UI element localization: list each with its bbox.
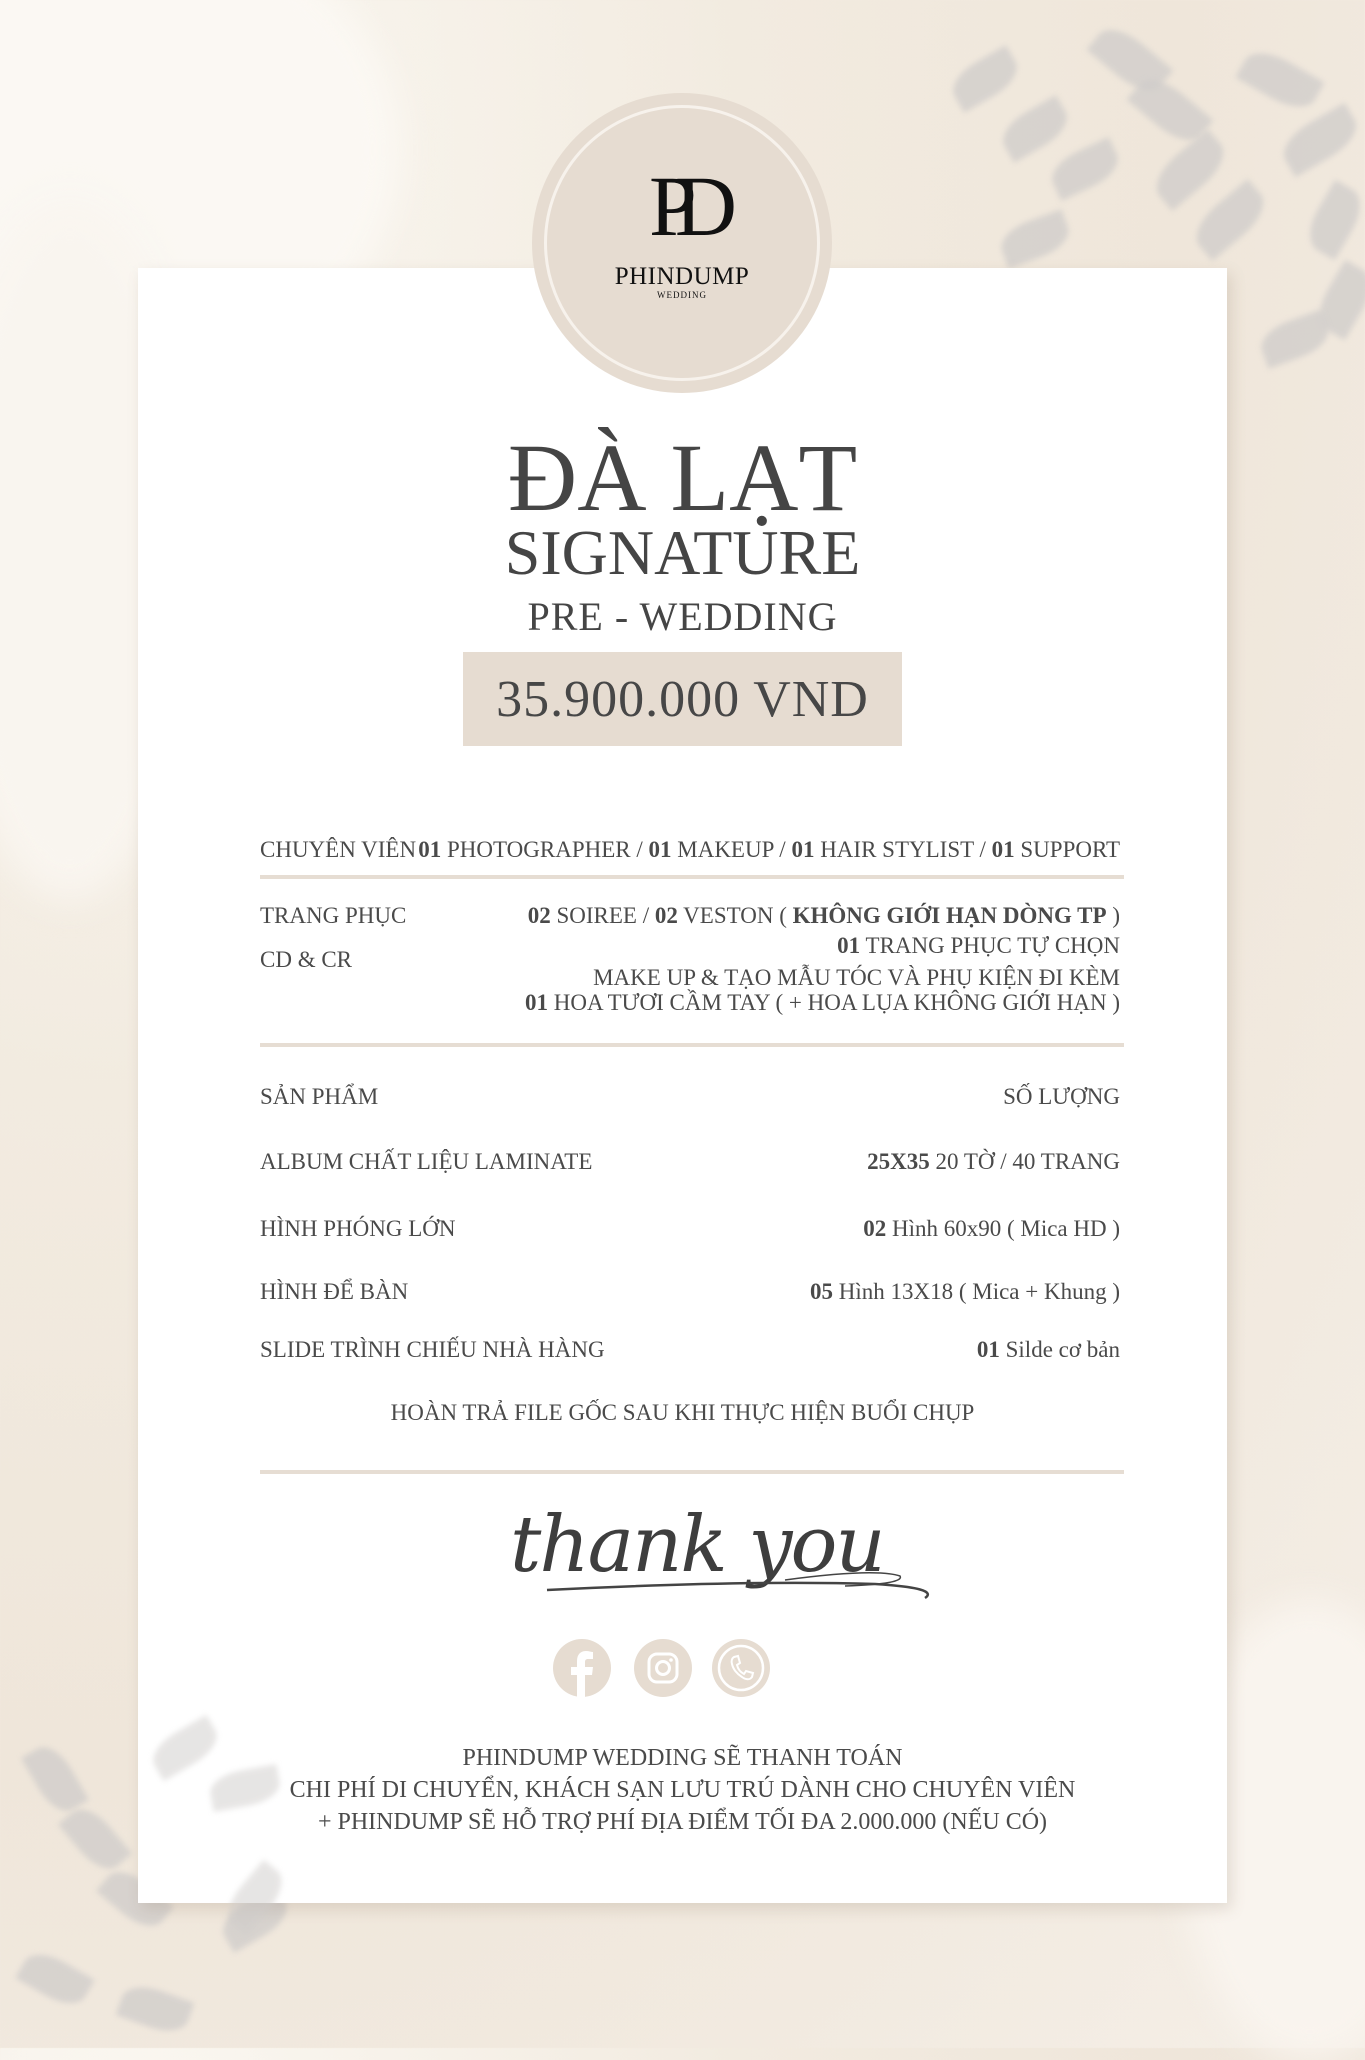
product-name: HÌNH PHÓNG LỚN	[260, 1216, 456, 1241]
footer-line-1: PHINDUMP WEDDING SẼ THANH TOÁN	[462, 1745, 903, 1771]
product-qty: 02 Hình 60x90 ( Mica HD )	[863, 1216, 1120, 1241]
title-type: PRE - WEDDING	[527, 594, 838, 639]
costume-label: TRANG PHỤC	[260, 903, 407, 928]
divider	[260, 875, 1124, 879]
instagram-icon[interactable]	[634, 1639, 692, 1697]
costume-line-1: 02 SOIREE / 02 VESTON ( KHÔNG GIỚI HẠN DÒNG TP )	[527, 903, 1120, 928]
product-qty: 05 Hình 13X18 ( Mica + Khung )	[809, 1279, 1120, 1304]
title-location: ĐÀ LẠT	[507, 424, 858, 531]
brand-logo	[532, 93, 832, 393]
footer-line-3: + PHINDUMP SẼ HỖ TRỢ PHÍ ĐỊA ĐIỂM TỐI ĐA 2.000.000 (NẾU CÓ)	[317, 1809, 1048, 1835]
price-box	[463, 652, 902, 746]
facebook-icon[interactable]	[553, 1639, 611, 1697]
signature-underline	[545, 1570, 945, 1610]
divider	[260, 1043, 1124, 1047]
title-package: SIGNATURE	[504, 517, 861, 588]
logo-monogram: PD	[649, 158, 715, 254]
products-header-product: SẢN PHẨM	[260, 1084, 379, 1109]
phone-icon[interactable]	[712, 1639, 770, 1697]
costume-line-2: 01 TRANG PHỤC TỰ CHỌN	[837, 933, 1120, 958]
product-qty: 01 Silde cơ bản	[976, 1337, 1120, 1362]
footer-line-2: CHI PHÍ DI CHUYỂN, KHÁCH SẠN LƯU TRÚ DÀNH CHO CHUYÊN VIÊN	[289, 1777, 1076, 1803]
specialists-list: 01 PHOTOGRAPHER / 01 MAKEUP / 01 HAIR STYLIST / 01 SUPPORT	[418, 837, 1120, 862]
specialists-label: CHUYÊN VIÊN	[260, 837, 417, 862]
products-note: HOÀN TRẢ FILE GỐC SAU KHI THỰC HIỆN BUỔI CHỤP	[390, 1400, 975, 1425]
products-header-quantity: SỐ LƯỢNG	[1003, 1084, 1120, 1109]
costume-line-3: MAKE UP & TẠO MẪU TÓC VÀ PHỤ KIỆN ĐI KÈM	[593, 965, 1120, 990]
thank-you-signature: thank you	[510, 1500, 884, 1590]
costume-line-4: 01 HOA TƯƠI CẦM TAY ( + HOA LỤA KHÔNG GIỚI HẠN )	[524, 990, 1120, 1015]
price-value: 35.900.000 VND	[496, 671, 869, 728]
logo-subtitle: WEDDING	[657, 290, 707, 300]
product-name: HÌNH ĐỂ BÀN	[260, 1279, 409, 1304]
product-name: ALBUM CHẤT LIỆU LAMINATE	[260, 1149, 593, 1174]
logo-name: PHINDUMP	[614, 263, 750, 290]
product-name: SLIDE TRÌNH CHIẾU NHÀ HÀNG	[260, 1337, 605, 1362]
costume-label-2: CD & CR	[260, 947, 353, 972]
product-qty: 25X35 20 TỜ / 40 TRANG	[867, 1149, 1120, 1174]
divider	[260, 1470, 1124, 1474]
